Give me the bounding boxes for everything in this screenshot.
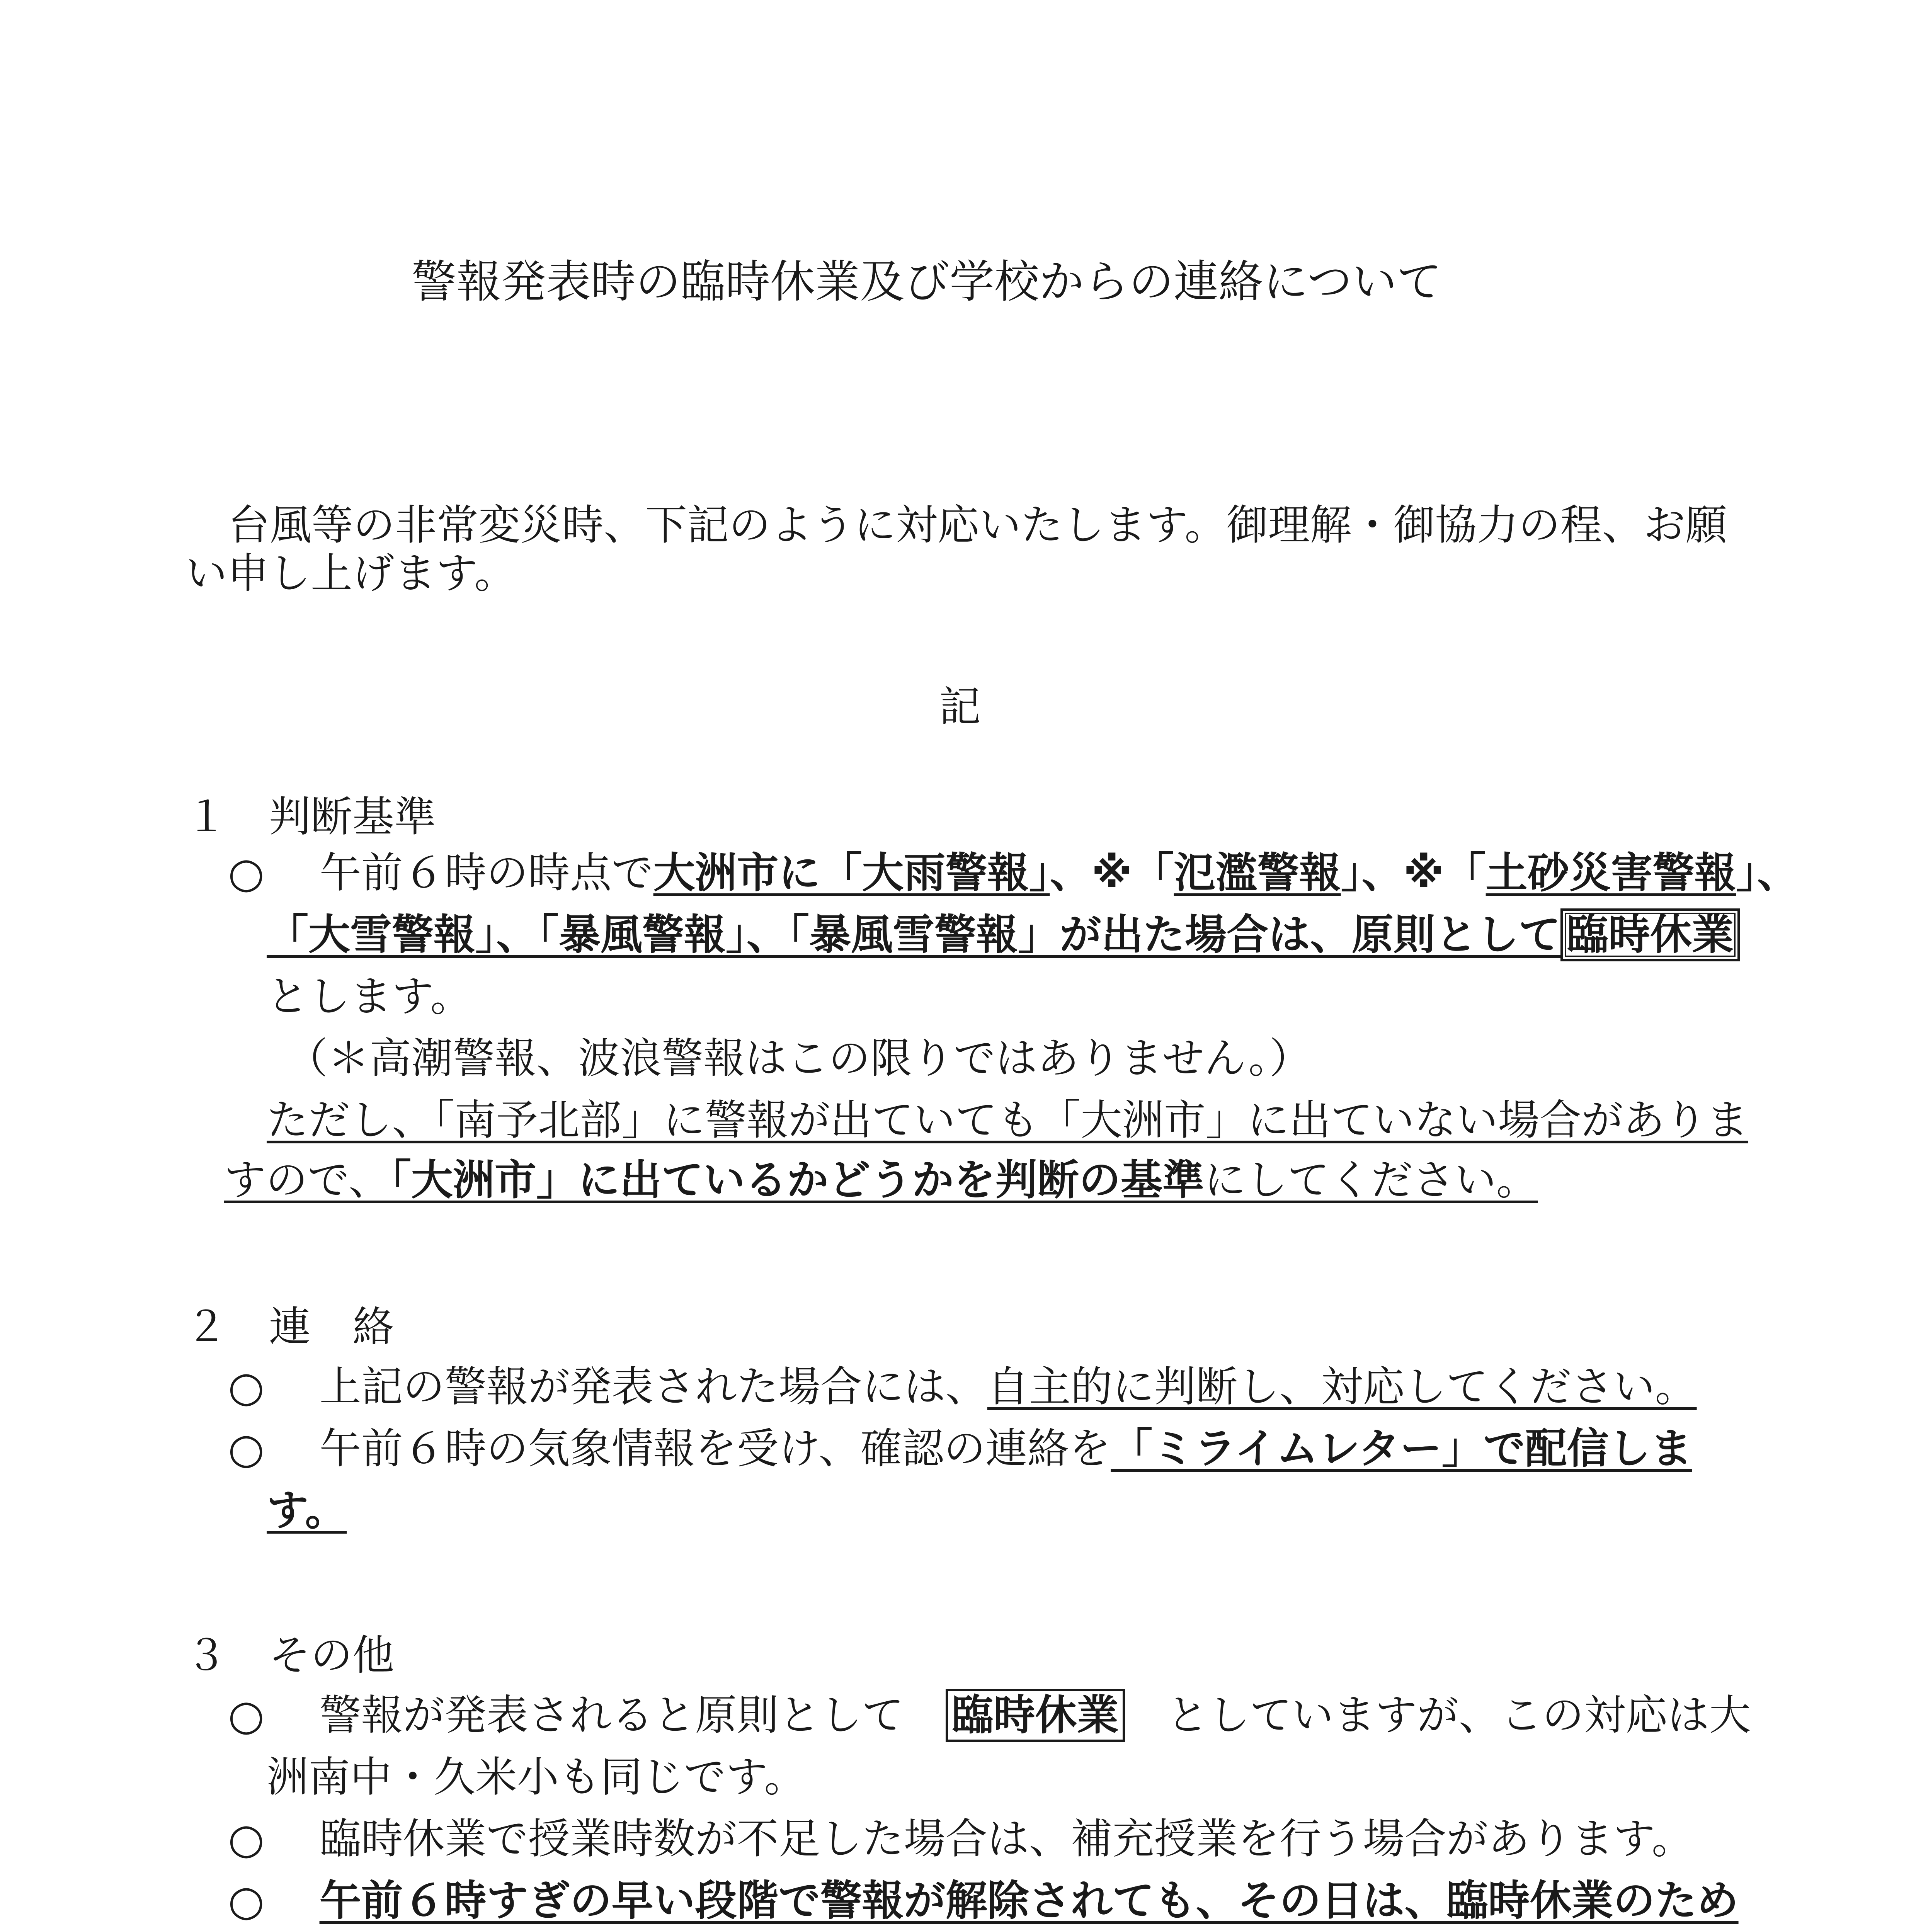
- emphasis-text: 「大洲市」に出ているかどうかを判断の基準: [390, 1156, 1204, 1204]
- emphasis-text: 大洲市に「大雨警報」: [653, 849, 1050, 897]
- emphasis-text: 」、: [1736, 849, 1799, 897]
- section1-caution-line1: ただし、「南予北部」に警報が出ていても「大洲市」に出ていない場合がありま: [267, 1096, 1749, 1145]
- text: 臨時休業で授業時数が不足した場合は、補充授業を行う場合があります。: [319, 1815, 1693, 1863]
- boxed-text: 臨時休業: [946, 1689, 1125, 1742]
- section3-heading: ３ その他: [185, 1631, 395, 1680]
- text: すので、: [224, 1156, 390, 1204]
- bullet-circle: ○: [228, 1425, 265, 1473]
- emphasis-text: 「大雪警報」、「暴風警報」、「暴風雪警報」が出た場合は、原則として: [267, 911, 1561, 959]
- bullet-circle: ○: [228, 849, 265, 897]
- boxed-text: 臨時休業: [1560, 908, 1740, 961]
- ki-heading: 記: [939, 683, 981, 731]
- section1-caution-line2: [224, 1153, 1538, 1208]
- section1-note: （＊高潮警報、波浪警報はこの限りではありません。）: [286, 1034, 1311, 1083]
- text: にしてください。: [1204, 1156, 1538, 1204]
- section2-item2-line2: す。: [267, 1486, 347, 1535]
- section1-item1-line2: [267, 908, 1740, 962]
- section1-item1-line1: [228, 846, 1799, 900]
- section2-item2-line1: [228, 1422, 1692, 1476]
- emphasis-text: 「ミライムレター」で配信しま: [1111, 1425, 1692, 1473]
- intro-line-2: い申し上げます。: [185, 549, 516, 598]
- section2-item1: [228, 1360, 1697, 1414]
- text: 午前６時の時点で: [319, 849, 653, 897]
- section1-heading: １ 判断基準: [185, 793, 436, 841]
- emphasis-text: 、※「: [1050, 849, 1174, 897]
- section2-heading: ２ 連 絡: [185, 1303, 395, 1351]
- bullet-circle: ○: [228, 1877, 265, 1925]
- page-title: 警報発表時の臨時休業及び学校からの連絡について: [412, 256, 1442, 308]
- emphasis-text: 土砂災害警報: [1485, 849, 1736, 897]
- underlined-text: 自主的に判断し、対応してください。: [987, 1363, 1697, 1411]
- text: 午前６時の気象情報を受け、確認の連絡を: [319, 1425, 1111, 1473]
- text: としていますが、この対応は大: [1166, 1691, 1751, 1740]
- bullet-circle: ○: [228, 1691, 265, 1740]
- section3-item3-line1: [228, 1874, 1739, 1928]
- bullet-circle: ○: [228, 1363, 265, 1411]
- emphasis-text: 氾濫警報: [1174, 849, 1341, 897]
- text: 上記の警報が発表された場合には、: [319, 1363, 987, 1411]
- section3-item2: [228, 1812, 1693, 1866]
- section1-item1-line3: とします。: [267, 973, 472, 1021]
- bullet-circle: ○: [228, 1815, 265, 1863]
- section3-item1-line1: [228, 1689, 1751, 1743]
- intro-line-1: 台風等の非常変災時、下記のように対応いたします。御理解・御協力の程、お願: [228, 501, 1727, 549]
- section3-item1-line2: 洲南中・久米小も同じです。: [267, 1753, 806, 1801]
- emphasis-text: 」、※「: [1341, 849, 1486, 897]
- text: 警報が発表されると原則として: [319, 1691, 904, 1740]
- emphasis-text: 午前６時すぎの早い段階で警報が解除されても、その日は、臨時休業のため: [319, 1877, 1739, 1925]
